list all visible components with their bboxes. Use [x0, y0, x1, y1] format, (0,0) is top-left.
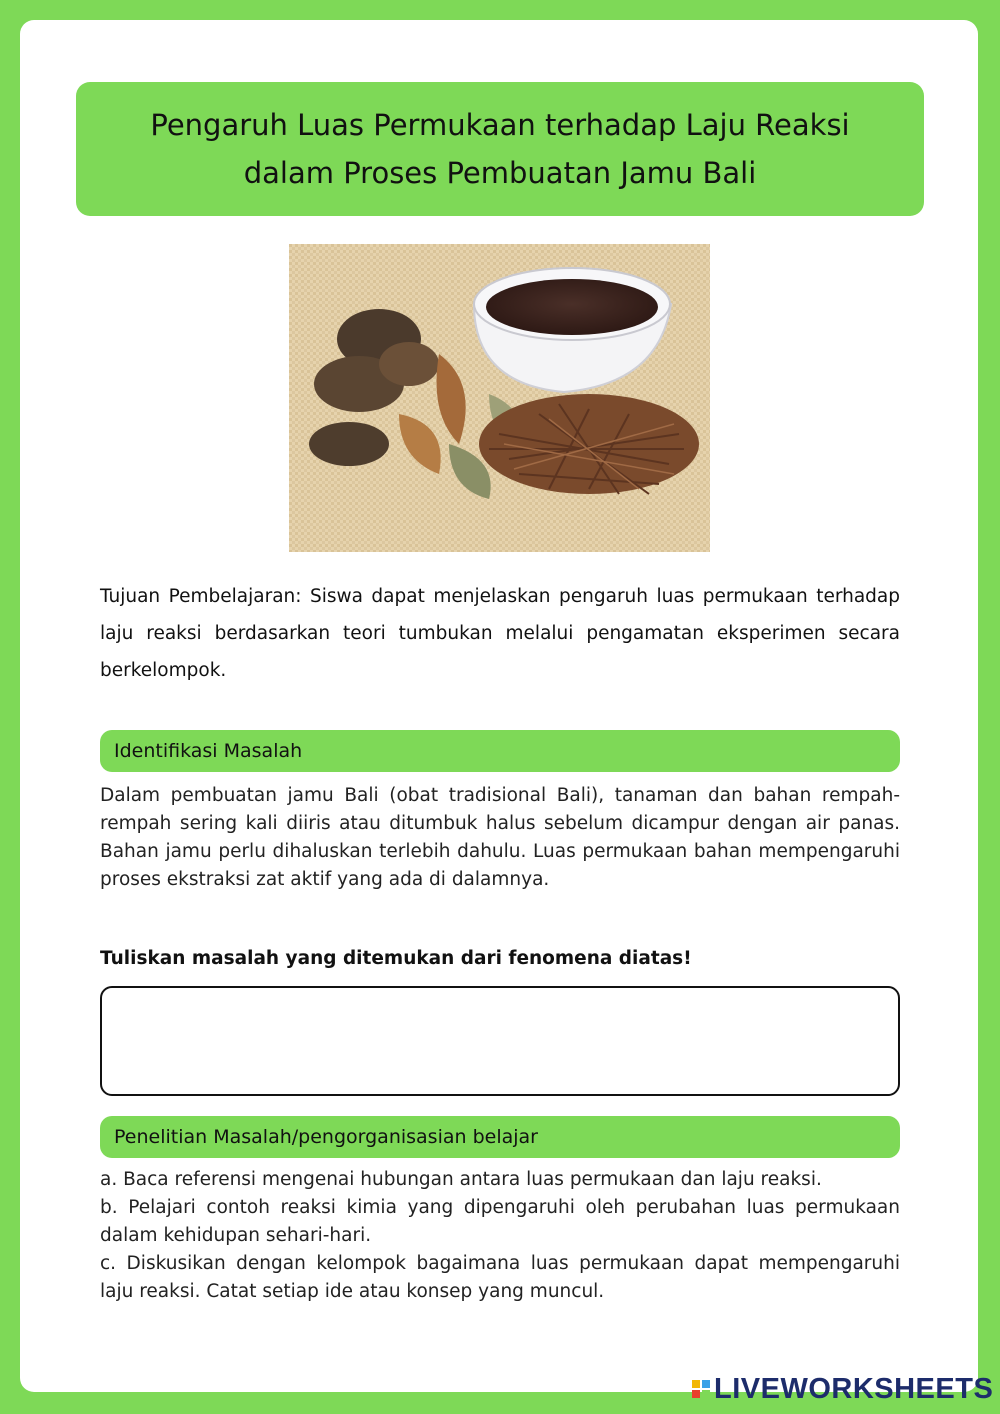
section-heading-identifikasi: Identifikasi Masalah [100, 730, 900, 772]
logo-text: LIVEWORKSHEETS [714, 1372, 994, 1405]
learning-objective: Tujuan Pembelajaran: Siswa dapat menjelaskan pengaruh luas permukaan terhadap laju reaksi berdasarkan teori tumbukan melalui pengamatan eksperimen secara berkelompok. [100, 586, 900, 681]
problem-question: Tuliskan masalah yang ditemukan dari fenomena diatas! [100, 948, 692, 969]
liveworksheets-logo-icon [692, 1380, 710, 1398]
step-item-b: b. Pelajari contoh reaksi kimia yang dipengaruhi oleh perubahan luas permukaan dalam kehidupan sehari-hari. [100, 1197, 900, 1246]
step-item-a: a. Baca referensi mengenai hubungan antara luas permukaan dan laju reaksi. [100, 1169, 822, 1190]
step-item-c: c. Diskusikan dengan kelompok bagaimana luas permukaan dapat mempengaruhi laju reaksi. Catat setiap ide atau konsep yang muncul. [100, 1253, 900, 1302]
title-line-2: dalam Proses Pembuatan Jamu Bali [243, 156, 757, 190]
liveworksheets-logo[interactable] [692, 1374, 993, 1404]
jamu-herbs-photo [289, 244, 710, 552]
section-heading-penelitian: Penelitian Masalah/pengorganisasian belajar [100, 1116, 900, 1158]
title-line-1: Pengaruh Luas Permukaan terhadap Laju Reaksi [150, 108, 850, 142]
answer-textbox[interactable] [100, 986, 900, 1096]
research-steps [100, 1166, 900, 1306]
problem-description: Dalam pembuatan jamu Bali (obat tradisional Bali), tanaman dan bahan rempah-rempah sering kali diiris atau ditumbuk halus sebelum dicampur dengan air panas. Bahan jamu perlu dihaluskan terlebih dahulu. Luas permukaan bahan mempengaruhi proses ekstraksi zat aktif yang ada di dalamnya. [100, 785, 900, 890]
worksheet-title [76, 82, 924, 216]
